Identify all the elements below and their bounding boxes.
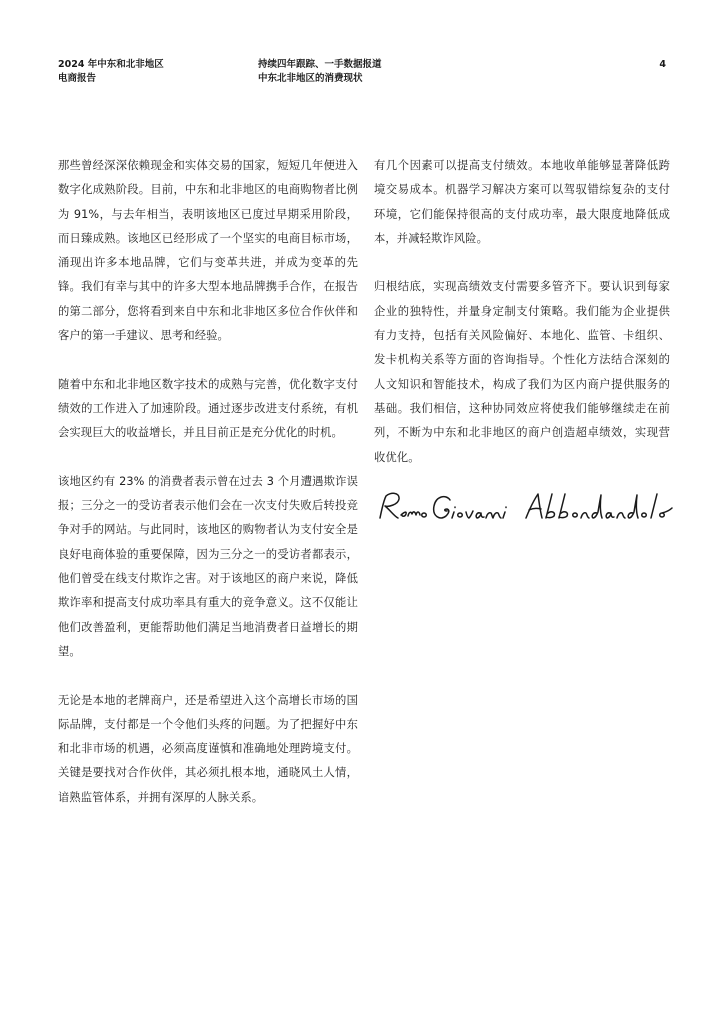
right-text-column — [374, 154, 670, 494]
paragraph: 该地区约有 23% 的消费者表示曾在过去 3 个月遭遇欺诈误报；三分之一的受访者表示他们会在一次支付失败后转投竞争对手的网站。与此同时，该地区的购物者认为支付安全是良好电商体验的重要保障，因为三分之一的受访者都表示，他们曾受在线支付欺诈之害。对于该地区的商户来说，降低欺诈率和提高支付成功率具有重大的竞争意义。这不仅能让他们改善盈利，更能帮助他们满足当地消费者日益增长的期望。 — [58, 474, 358, 658]
page-number: 4 — [659, 59, 666, 70]
paragraph: 有几个因素可以提高支付绩效。本地收单能够显著降低跨境交易成本。机器学习解决方案可以驾驭错综复杂的支付环境，它们能保持很高的支付成功率，最大限度地降低成本，并减轻欺诈风险。 — [374, 159, 670, 245]
report-title-line2: 电商报告 — [58, 73, 97, 84]
report-title — [58, 58, 238, 86]
paragraph: 归根结底，实现高绩效支付需要多管齐下。要认识到每家企业的独特性，并量身定制支付策略。我们能为企业提供有力支持，包括有关风险偏好、本地化、监管、卡组织、发卡机构关系等方面的咨询指导。个性化方法结合深刻的人文知识和智能技术，构成了我们为区内商户提供服务的基础。我们相信，这种协同效应将使我们能够继续走在前列，不断为中东和北非地区的商户创造超卓绩效，实现营收优化。 — [374, 280, 670, 464]
report-subtitle — [258, 58, 498, 86]
signature-graphic — [374, 488, 674, 532]
report-subtitle-line1: 持续四年跟踪、一手数据报道 — [258, 59, 382, 70]
page-header — [58, 58, 666, 88]
paragraph: 无论是本地的老牌商户，还是希望进入这个高增长市场的国际品牌，支付都是一个令他们头疼的问题。为了把握好中东和北非市场的机遇，必须高度谨慎和准确地处理跨境支付。关键是要找对合作伙伴，其必须扎根本地，通晓风土人情，谙熟监管体系，并拥有深厚的人脉关系。 — [58, 693, 358, 804]
paragraph: 随着中东和北非地区数字技术的成熟与完善，优化数字支付绩效的工作进入了加速阶段。通过逐步改进支付系统，有机会实现巨大的收益增长，并且目前正是充分优化的时机。 — [58, 377, 358, 440]
report-subtitle-line2: 中东北非地区的消费现状 — [258, 73, 363, 84]
handwritten-signature — [374, 488, 674, 532]
left-text-column — [58, 154, 358, 834]
paragraph: 那些曾经深深依赖现金和实体交易的国家，短短几年便进入数字化成熟阶段。目前，中东和北非地区的电商购物者比例为 91%，与去年相当，表明该地区已度过早期采用阶段，而日臻成熟。该地区已经形成了一个坚实的电商目标市场，涌现出许多本地品牌，它们与变革共进，并成为变革的先锋。我们有幸与其中的许多大型本地品牌携手合作，在报告的第二部分，您将看到来自中东和北非地区多位合作伙伴和客户的第一手建议、思考和经验。 — [58, 159, 358, 343]
report-title-line1: 2024 年中东和北非地区 — [58, 59, 164, 70]
